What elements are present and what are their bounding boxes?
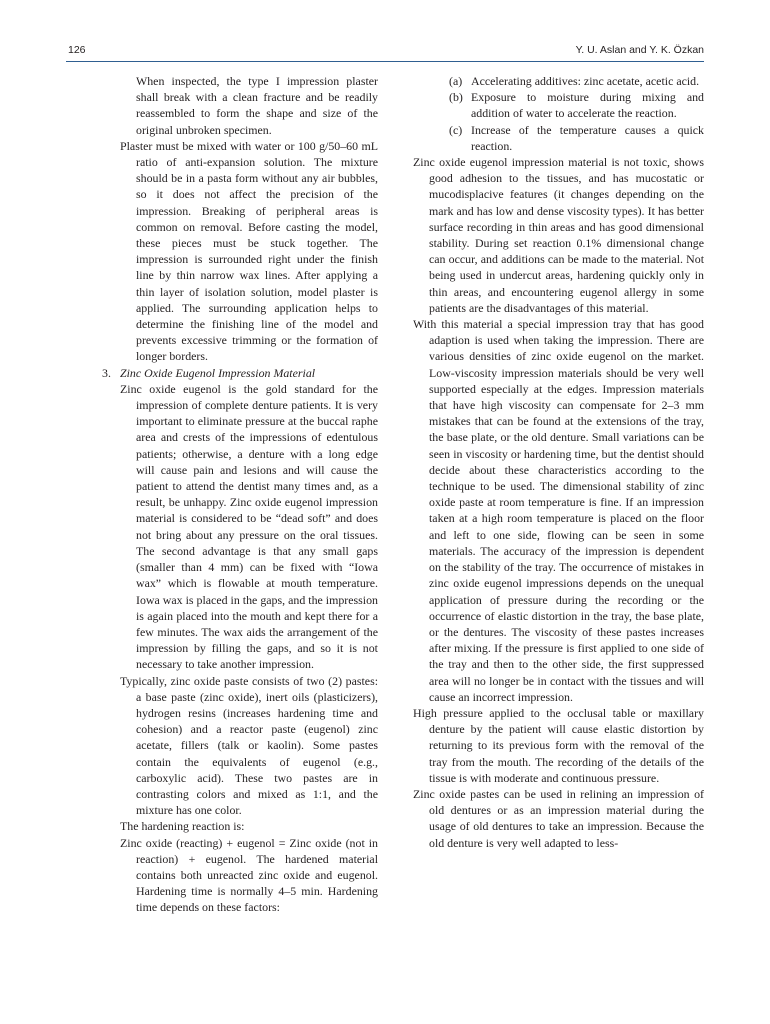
paragraph-gold-standard: Zinc oxide eugenol is the gold standard for the impression of complete denture patients. It is very important to eliminate pressure at the buccal raphe area and crests of the impressions of edentulous patients; otherwise, a denture with a long edge will cause pain and lesions and will cause the patient to attend the dentist many times and, as a result, be unhappy. Zinc oxide eugenol impression material is considered to be “dead soft” and does not bring about any pressure on the oral tissues. The second advantage is that any small gaps (smaller than 4 mm) can be fixed with “Iowa wax” which is flowable at mouth temperature. Iowa wax is placed in the gaps, and the impression is again placed into the mouth and kept there for a few minutes. The wax aids the arrangement of the impression by filling the gaps, and so it is not necessary to take another impression. xyxy=(120,381,378,672)
paragraph-hardening-reaction-intro: The hardening reaction is: xyxy=(120,819,245,834)
paragraph-relining: Zinc oxide pastes can be used in relining an impression of old dentures or as an impression material during the usage of old dentures to take an impression. Because the old denture is very well adapted to less- xyxy=(413,786,704,850)
list-item xyxy=(413,89,704,121)
list-item xyxy=(413,122,704,154)
list-text: Accelerating additives: zinc acetate, acetic acid. xyxy=(471,74,700,88)
paragraph-reaction-equation: Zinc oxide (reacting) + eugenol = Zinc oxide (not in reaction) + eugenol. The hardened material contains both unreacted zinc oxide and eugenol. Hardening time is normally 4–5 min. Hardening time depends on these factors: xyxy=(120,835,378,915)
section-number: 3. xyxy=(102,365,111,380)
paragraph-properties: Zinc oxide eugenol impression material is not toxic, shows good adhesion to the tissues, and has mucostatic or mucodisplacive features (it changes depending on the mark and has low and dense viscosity types). It has better surface recording in thin areas and has good dimensional stability. During set reaction 0.1% dimensional change can occur, and additions can be made to the material. Not being used in undercut areas, hardening quickly only in thin areas, and encountering eugenol allergy in some patients are the disadvantages of this material. xyxy=(413,155,704,315)
list-label: (c) xyxy=(449,122,463,137)
paragraph-high-pressure: High pressure applied to the occlusal table or maxillary denture by the patient will cause elastic distortion by returning to its previous form with the removal of the tray from the mouth. The recording of the details of the tissue is with moderate and continuous pressure. xyxy=(413,705,704,785)
right-column xyxy=(413,73,704,851)
running-authors: Y. U. Aslan and Y. K. Özkan xyxy=(575,44,704,56)
list-text: Exposure to moisture during mixing and addition of water to accelerate the reaction. xyxy=(471,90,704,121)
page-number: 126 xyxy=(68,44,86,56)
list-item xyxy=(413,73,704,89)
header-rule xyxy=(66,61,704,62)
running-header xyxy=(68,44,704,60)
paragraph-plaster-mixing: Plaster must be mixed with water or 100 g/50–60 mL ratio of anti-expansion solution. The mixture should be in a pasta form without any air bubbles, so it does not affect the precision of the impression. Breaking of peripheral areas is common on removal. Before casting the model, these pieces must be stuck together. The impression is surrounded right under the finish line by thin narrow wax lines. After applying a thin layer of isolation solution, model plaster is applied. The surrounding application helps to determine the finishing line of the model and prevents excessive trimming or the formation of longer borders. xyxy=(120,138,378,364)
list-label: (a) xyxy=(449,74,463,88)
paragraph-inspection: When inspected, the type I impression plaster shall break with a clean fracture and be readily reassembled to form the shape and size of the original unbroken specimen. xyxy=(136,74,378,137)
list-label: (b) xyxy=(449,90,463,105)
paragraph-special-tray: With this material a special impression tray that has good adaption is used when taking the impression. There are various densities of zinc oxide eugenol on the market. Low-viscosity impression materials should be very well supported especially at the edges. Impression materials that have high viscosity can compensate for 2–3 mm mistakes that can be found at the extensions of the tray, the base plate, or the old denture. Small variations can be seen in viscosity or hardening time, but the dentist should decide about these characteristics according to the technique to be used. The dimensional stability of zinc oxide paste at room temperature is fine. If an impression taken at a high room temperature is placed on the floor and left to one side, flowing can be seen in some materials. The accuracy of the impression is dependent on the stability of the tray. The occurrence of mistakes in zinc oxide eugenol impressions depends on the unequal application of pressure during the recording or the occurrence of elastic distortion in the tray, the base plate, or the dentures. The viscosity of these pastes increases after mixing. If the pressure is first applied to one side of the tray and then to the other side, the first suppressed area will no longer be in contact with the tissues and will cause an incorrect impression. xyxy=(413,317,704,704)
paragraph-paste-composition: Typically, zinc oxide paste consists of two (2) pastes: a base paste (zinc oxide), inert oils (plasticizers), hydrogen resins (increases hardening time and cohesion) and a reactor paste (eugenol) zinc acetate, fillers (talk or kaolin). Some pastes contain the equivalents of eugenol (e.g., carboxylic acid). These two pastes are in contrasting colors and mixed as 1:1, and the mixture has one color. xyxy=(120,673,378,818)
section-heading-zinc-oxide xyxy=(102,365,378,381)
left-column xyxy=(102,73,378,916)
section-title: Zinc Oxide Eugenol Impression Material xyxy=(120,365,316,380)
list-text: Increase of the temperature causes a quick reaction. xyxy=(471,122,704,153)
